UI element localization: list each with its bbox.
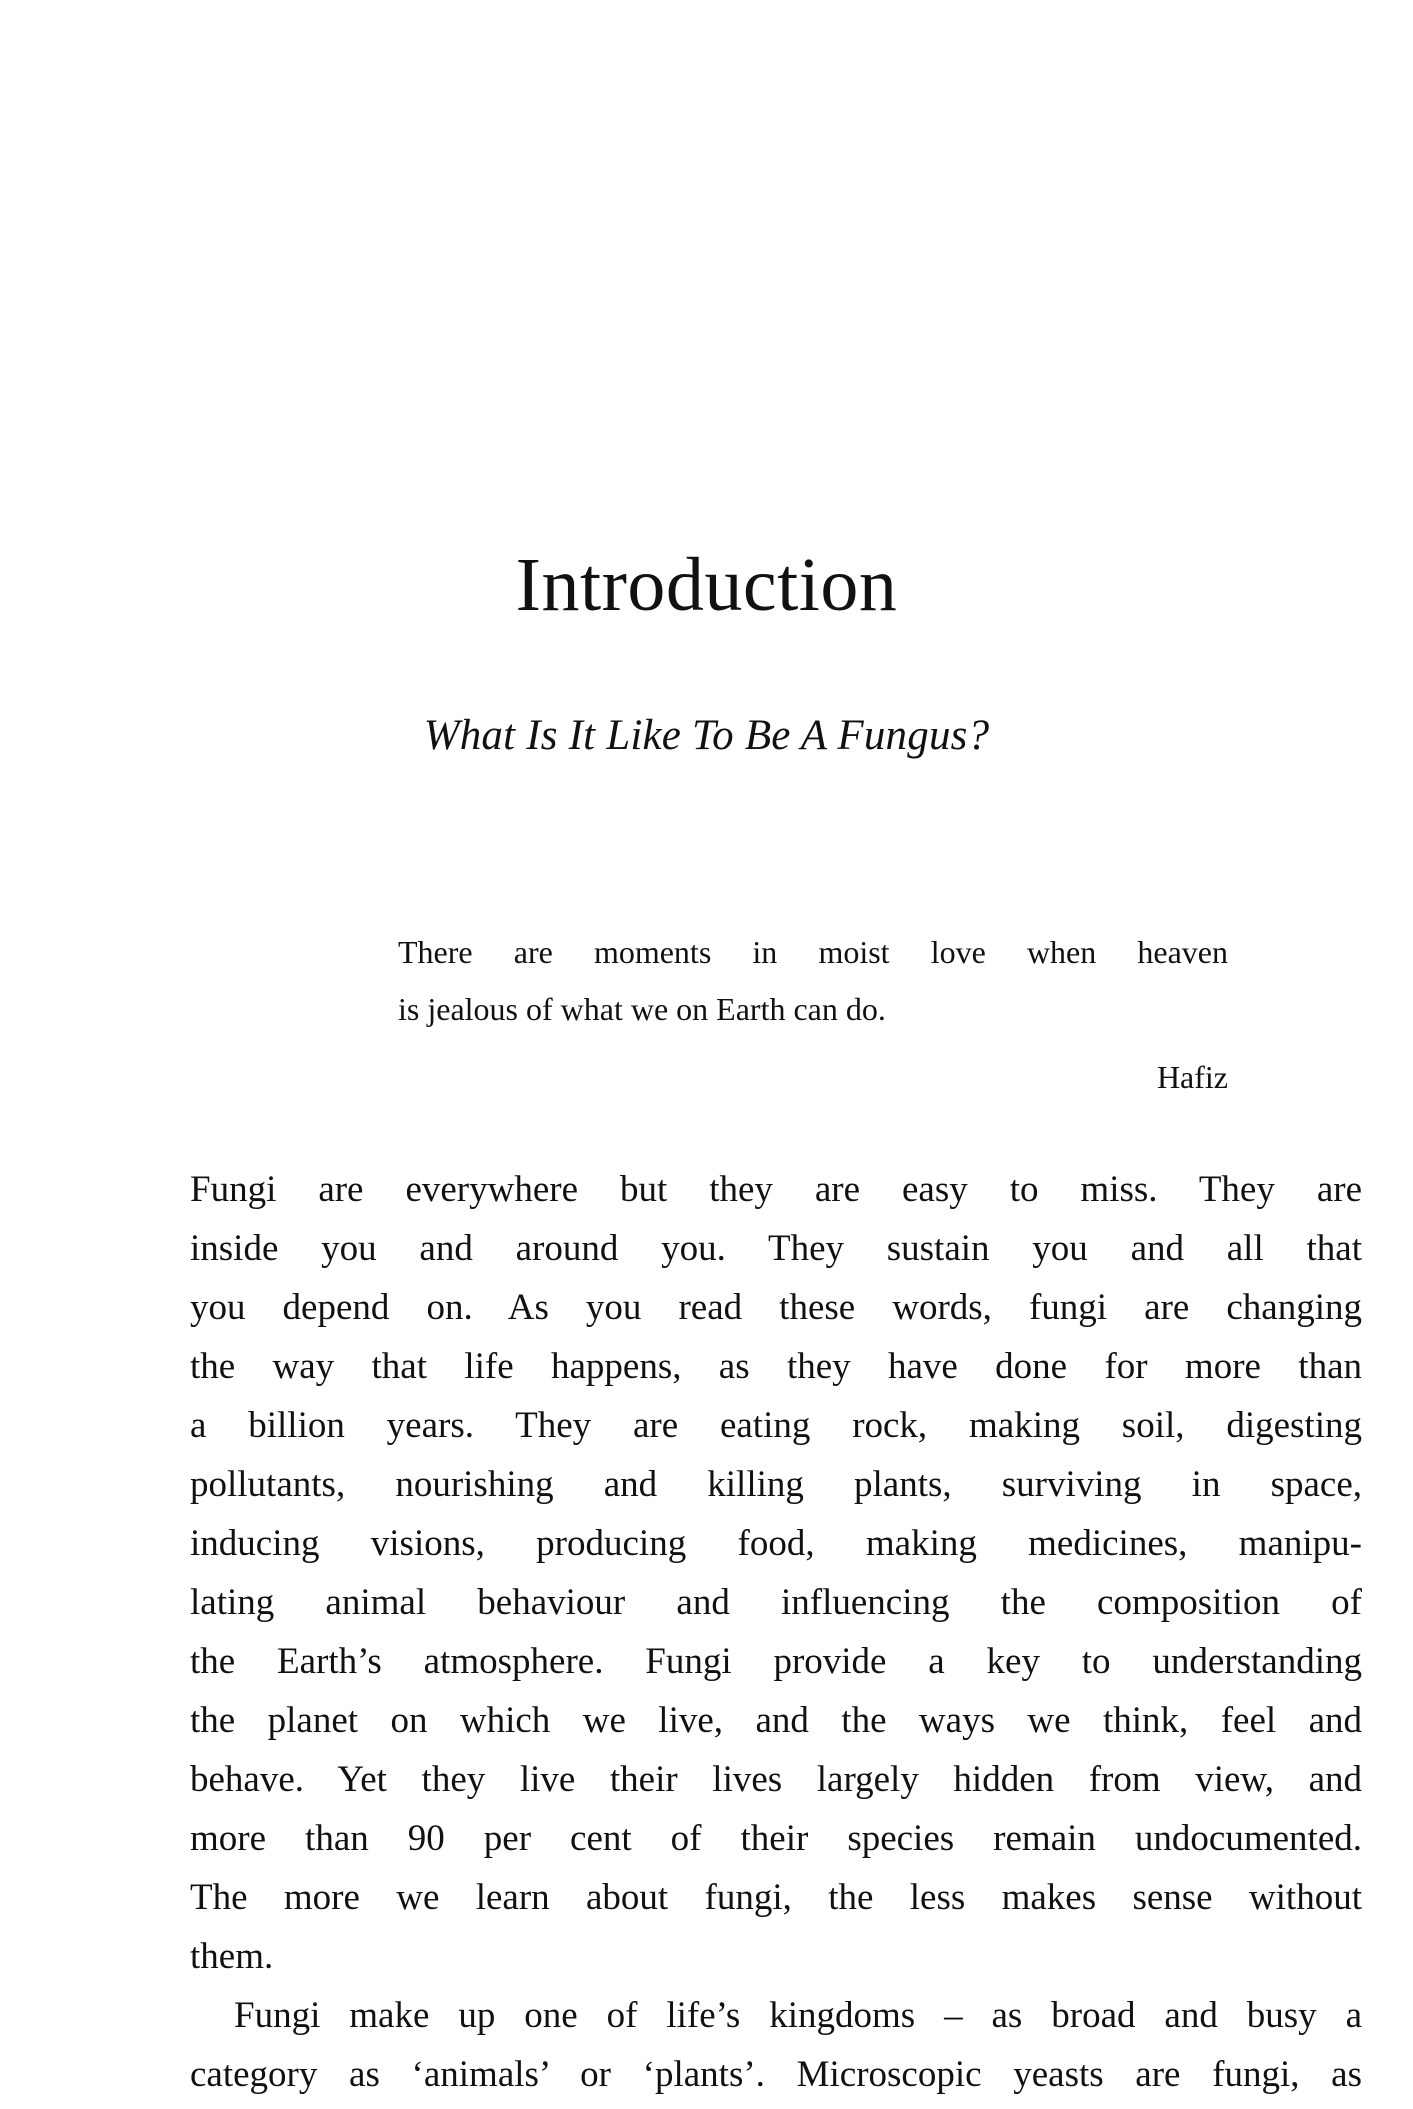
epigraph-attribution: Hafiz xyxy=(1156,1059,1228,1095)
body-line: lating animal behaviour and influencing the composition of xyxy=(190,1582,1362,1623)
paragraph xyxy=(190,1160,1362,1986)
body-line: inducing visions, producing food, making medicines, manipu- xyxy=(190,1523,1362,1564)
body-line: the planet on which we live, and the ways we think, feel and xyxy=(190,1700,1362,1741)
epigraph xyxy=(398,924,1228,1102)
body-line: them. xyxy=(190,1936,274,1977)
epigraph-line: is jealous of what we on Earth can do. xyxy=(398,991,886,1027)
chapter-subtitle: What Is It Like To Be A Fungus? xyxy=(423,711,990,759)
body-line: The more we learn about fungi, the less makes sense without xyxy=(190,1877,1362,1918)
body-line: pollutants, nourishing and killing plants, surviving in space, xyxy=(190,1464,1362,1505)
body-line: category as ‘animals’ or ‘plants’. Microscopic yeasts are fungi, as xyxy=(190,2054,1362,2095)
epigraph-line: There are moments in moist love when heaven xyxy=(398,934,1228,970)
body-line: the Earth’s atmosphere. Fungi provide a key to understanding xyxy=(190,1641,1362,1682)
body-line: inside you and around you. They sustain you and all that xyxy=(190,1228,1362,1269)
body-line: you depend on. As you read these words, fungi are changing xyxy=(190,1287,1362,1328)
body-line: a billion years. They are eating rock, making soil, digesting xyxy=(190,1405,1362,1446)
body-line: behave. Yet they live their lives largely hidden from view, and xyxy=(190,1759,1362,1800)
body-line: the way that life happens, as they have done for more than xyxy=(190,1346,1362,1387)
body-text xyxy=(190,1160,1362,2104)
body-line: Fungi make up one of life’s kingdoms – as broad and busy a xyxy=(234,1995,1362,2036)
body-line: Fungi are everywhere but they are easy to miss. They are xyxy=(190,1169,1362,1210)
paragraph xyxy=(190,1986,1362,2104)
page-title: Introduction xyxy=(515,542,898,627)
body-line: more than 90 per cent of their species remain undocumented. xyxy=(190,1818,1362,1859)
